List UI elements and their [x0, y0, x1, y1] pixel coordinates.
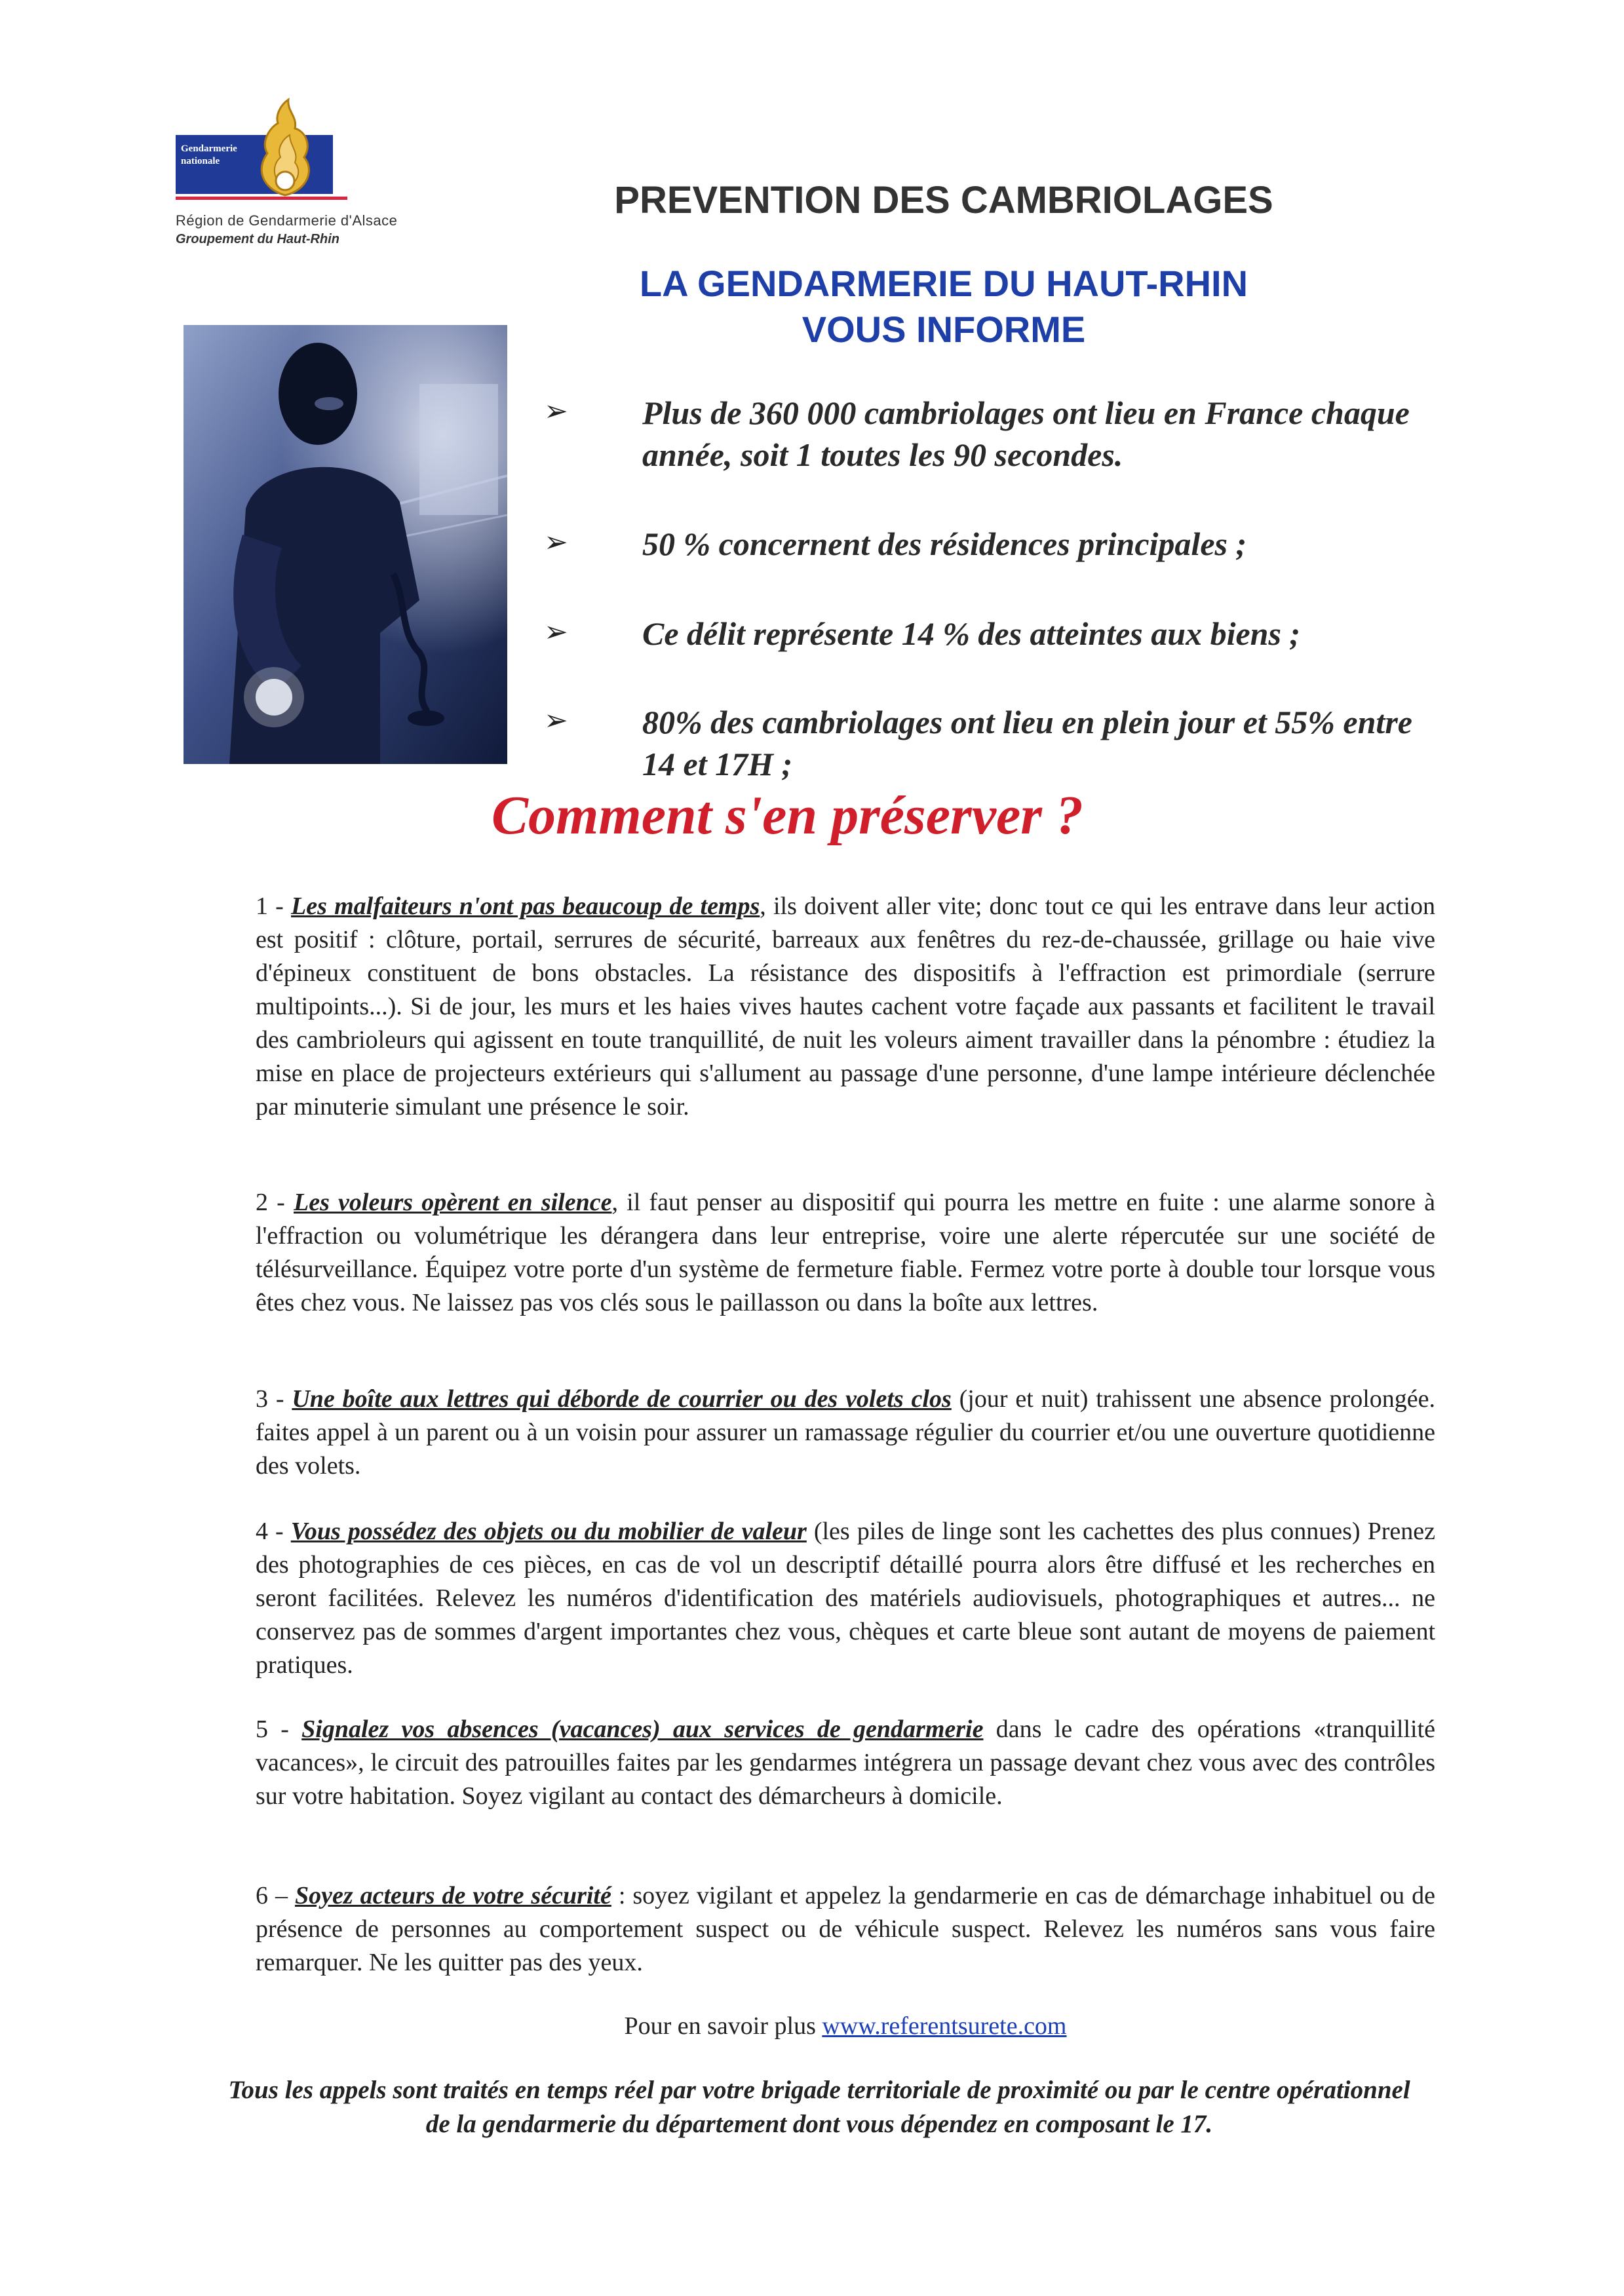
stat-item [544, 613, 1461, 655]
stat-item [544, 392, 1461, 476]
stat-item [544, 701, 1461, 785]
paragraph-body: : soyez vigilant et appelez la gendarmerie en cas de démarchage inhabituel ou de présence de personnes au comportement suspect ou de véhicule suspect. Relevez les numéros sans vous faire remarquer. Ne les quitter pas des yeux. [256, 1882, 1436, 1976]
paragraph-body: (les piles de linge sont les cachettes des plus connues) Prenez des photographies de ces pièces, en cas de vol un descriptif détaillé pourra alors être diffusé et les recherches en seront facilitées. Relevez les numéros d'identification des matériels audiovisuels, photographiques et autres... ne conservez pas de sommes d'argent importantes chez vous, chèques et carte bleue sont autant de moyens de paiement pratiques. [256, 1518, 1436, 1679]
advice-paragraph-1 [256, 890, 1435, 1124]
subtitle-line-2: VOUS INFORME [802, 309, 1086, 350]
paragraph-number: 6 – [256, 1882, 295, 1909]
paragraph-body: , ils doivent aller vite; donc tout ce qui les entrave dans leur action est positif : clôture, portail, serrures de sécurité, barreaux aux fenêtres du rez-de-chaussée, grillage ou haie vive d'épineux constituent de bons obstacles. La résistance des dispositifs à l'effraction est primordiale (serrure multipoints...). Si de jour, les murs et les haies vives hautes cachent votre façade aux passants et facilitent le travail des cambrioleurs qui agissent en toute tranquillité, de nuit les voleurs aiment travailler dans la pénombre : étudiez la mise en place de projecteurs extérieurs qui s'allument au passage d'une personne, d'une lampe intérieure déclenchée par minuterie simulant une présence le soir. [256, 892, 1435, 1120]
paragraph-lead: Vous possédez des objets ou du mobilier de valeur [290, 1518, 807, 1545]
paragraph-lead: Soyez acteurs de votre sécurité [294, 1882, 611, 1909]
document-subtitle [537, 261, 1350, 353]
arrow-bullet-icon: ➢ [544, 615, 568, 649]
paragraph-body: dans le cadre des opérations «tranquillité vacances», le circuit des patrouilles faites par les gendarmes intégrera un passage devant chez vous avec des contrôles sur votre habitation. Soyez vigilant au contact des démarcheurs à domicile. [256, 1715, 1436, 1810]
paragraph-body: , il faut penser au dispositif qui pourra les mettre en fuite : une alarme sonore à l'effraction ou volumétrique les dérangera dans leur entreprise, voire une alerte répercutée sur une société de télésurveillance. Équipez votre porte d'un système de fermeture fiable. Fermez votre porte à double tour lorsque vous êtes chez vous. Ne laissez pas vos clés sous le paillasson ou dans la boîte aux lettres. [256, 1189, 1435, 1316]
paragraph-number: 1 - [256, 892, 292, 920]
subtitle-line-1: LA GENDARMERIE DU HAUT-RHIN [639, 263, 1248, 304]
arrow-bullet-icon: ➢ [544, 394, 568, 428]
stat-text: Plus de 360 000 cambriolages ont lieu en France chaque année, soit 1 toutes les 90 secondes. [642, 394, 1410, 473]
advice-paragraph-5 [256, 1713, 1435, 1813]
footer-note: Tous les appels sont traités en temps réel par votre brigade territoriale de proximité ou par le centre opérationnel de la gendarmerie du département dont vous dépendez en composant le 17. [228, 2076, 1410, 2138]
more-info-prefix: Pour en savoir plus [624, 2012, 822, 2040]
logo-label-line-2: nationale [181, 156, 220, 166]
paragraph-number: 3 - [256, 1385, 292, 1413]
stat-text: Ce délit représente 14 % des atteintes aux biens ; [642, 615, 1301, 652]
arrow-bullet-icon: ➢ [544, 526, 568, 559]
logo-label [181, 143, 237, 168]
paragraph-lead: Une boîte aux lettres qui déborde de courrier ou des volets clos [292, 1385, 952, 1413]
region-name: Région de Gendarmerie d'Alsace [176, 212, 398, 229]
grenade-flame-icon [249, 97, 321, 201]
paragraph-lead: Les voleurs opèrent en silence [294, 1189, 612, 1216]
advice-paragraph-2 [256, 1186, 1435, 1320]
stat-text: 80% des cambriolages ont lieu en plein jour et 55% entre 14 et 17H ; [642, 704, 1412, 782]
paragraph-number: 4 - [256, 1518, 291, 1545]
paragraph-body: (jour et nuit) trahissent une absence prolongée. faites appel à un parent ou à un voisin pour assurer un ramassage régulier du courrier et/ou une ouverture quotidienne des volets. [256, 1385, 1436, 1480]
paragraph-lead: Signalez vos absences (vacances) aux services de gendarmerie [301, 1715, 984, 1743]
advice-paragraph-4 [256, 1515, 1435, 1682]
organization-name [176, 212, 397, 247]
referentsurete-link[interactable]: www.referentsurete.com [822, 2012, 1067, 2040]
document-title: PREVENTION DES CAMBRIOLAGES [614, 179, 1273, 221]
paragraph-number: 5 - [256, 1715, 302, 1743]
stat-item [544, 523, 1461, 565]
paragraph-lead: Les malfaiteurs n'ont pas beaucoup de temps [291, 892, 760, 920]
section-question: Comment s'en préserver ? [492, 785, 1083, 846]
advice-paragraph-6 [256, 1879, 1435, 1980]
arrow-bullet-icon: ➢ [544, 704, 568, 737]
stat-text: 50 % concernent des résidences principales ; [642, 526, 1247, 562]
group-name: Groupement du Haut-Rhin [176, 232, 339, 246]
gendarmerie-logo [176, 97, 347, 199]
advice-paragraph-3 [256, 1383, 1435, 1483]
burglar-photo [184, 325, 507, 764]
paragraph-number: 2 - [256, 1189, 294, 1216]
logo-label-line-1: Gendarmerie [181, 144, 237, 154]
more-info-line [256, 2012, 1435, 2040]
